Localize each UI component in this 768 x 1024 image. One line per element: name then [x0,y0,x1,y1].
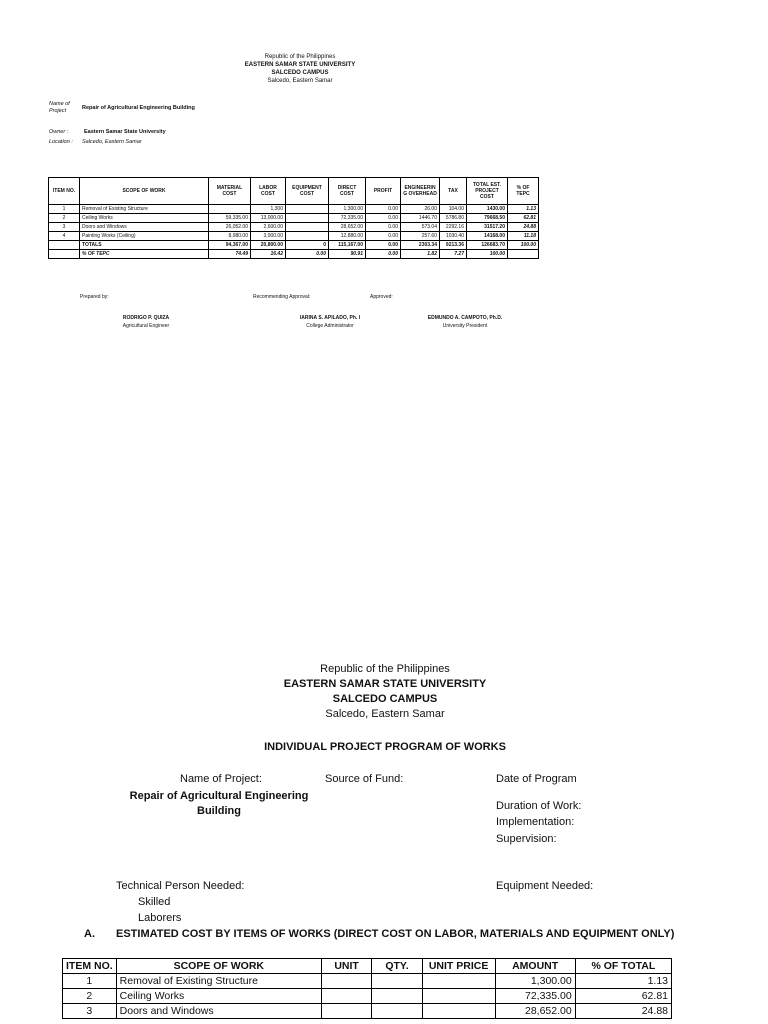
cell: 0.00 [366,214,401,223]
table-row [63,974,672,989]
col-eng-overhead: ENGINEERING OVERHEAD [401,178,440,205]
col-unit: UNIT [321,959,371,974]
totals-row [49,241,539,250]
cell: 5786.80 [440,214,467,223]
project-name-line2: Building [197,805,241,817]
cell: 2303.34 [401,241,440,250]
header-campus: SALCEDO CAMPUS [332,693,438,705]
cell: 3 [63,1004,117,1019]
col-qty: QTY. [372,959,422,974]
header-address: Salcedo, Eastern Samar [325,708,445,720]
header-university: EASTERN SAMAR STATE UNIVERSITY [283,678,487,690]
cell: 100.00 [508,241,539,250]
percent-row [49,250,539,259]
header-republic: Republic of the Philippines [264,54,336,60]
col-pct-total: % OF TOTAL [575,959,671,974]
location-label: Location : [49,139,73,145]
name-label-line1: Name of [49,101,70,107]
name-of-project-label: Name of Project: [180,773,262,785]
recommending-label: Recommending Approval: [253,294,311,300]
cell [321,989,371,1004]
signatory-preparer [96,314,196,330]
cell: 0.00 [366,205,401,214]
cell [286,223,329,232]
table-header-row [49,178,539,205]
cell: 72,335.00 [329,214,366,223]
cell [286,232,329,241]
cell: 1.13 [508,205,539,214]
cell: 115,167.00 [329,241,366,250]
cell: Ceiling Works [80,214,209,223]
signatory-name: RODRIGO P. QUIZA [122,315,170,321]
signatory-title: Agricultural Engineer [122,323,170,329]
col-amount: AMOUNT [495,959,575,974]
col-material: MATERIAL COST [209,178,251,205]
cell: 100.00 [467,250,508,259]
header-republic: Republic of the Philippines [320,663,450,675]
supervision-label: Supervision: [496,833,557,845]
cell: 20,800.00 [251,241,286,250]
cell: 0.00 [366,241,401,250]
cell: 90.91 [329,250,366,259]
cell: 1430.00 [467,205,508,214]
cell: 0.00 [286,250,329,259]
cell: 79668.50 [467,214,508,223]
cell: 7.27 [440,250,467,259]
cell: 126683.70 [467,241,508,250]
project-name: Repair of Agricultural Engineering Building [82,105,195,111]
cell [321,1004,371,1019]
col-scope: SCOPE OF WORK [80,178,209,205]
col-direct: DIRECT COST [329,178,366,205]
equipment-needed-label: Equipment Needed: [496,880,594,892]
col-profit: PROFIT [366,178,401,205]
table-header-row [63,959,672,974]
cell [422,974,495,989]
page1-header [200,53,400,85]
cell: 4 [49,232,80,241]
cell: 2,600.00 [251,223,286,232]
implementation-label: Implementation: [496,816,575,828]
table-row [49,223,539,232]
cell: 28,652.00 [495,1004,575,1019]
cell: 16.42 [251,250,286,259]
signatory-name: IARINA S. APILADO, Ph. I [299,315,361,321]
owner-label: Owner : [49,129,69,135]
col-item-no: ITEM NO. [63,959,117,974]
cell: 13,000.00 [251,214,286,223]
cell [286,214,329,223]
cell: 0.00 [366,223,401,232]
name-of-project-label [49,101,70,115]
cell: 62.81 [508,214,539,223]
prepared-by-label: Prepared by: [80,294,109,300]
cell: 257.60 [401,232,440,241]
col-unit-price: UNIT PRICE [422,959,495,974]
cell: Doors and Windows [80,223,209,232]
cell: 14168.00 [467,232,508,241]
document-title: INDIVIDUAL PROJECT PROGRAM OF WORKS [264,741,506,753]
cell: 11.18 [508,232,539,241]
cell: 28,652.00 [329,223,366,232]
col-labor: LABOR COST [251,178,286,205]
name-label-line2: Project [49,108,67,114]
project-name-line1: Repair of Agricultural Engineering [129,790,309,802]
cell: 3 [49,223,80,232]
col-total-est: TOTAL EST. PROJECT COST [467,178,508,205]
cell: 31517.20 [467,223,508,232]
cell: Removal of Existing Structure [80,205,209,214]
duration-label: Duration of Work: [496,800,582,812]
technical-person-label: Technical Person Needed: [116,880,245,892]
cell: 8,980.00 [209,232,251,241]
col-tax: TAX [440,178,467,205]
signatory-name: EDMUNDO A. CAMPOTO, Ph.D. [427,315,503,321]
cell: 72,335.00 [495,989,575,1004]
table-row [49,232,539,241]
col-item-no: ITEM NO. [49,178,80,205]
cell: 1,300.00 [329,205,366,214]
signatory-title: College Administrator [306,323,354,329]
cell: 0.00 [366,250,401,259]
header-university: EASTERN SAMAR STATE UNIVERSITY [244,62,356,68]
cell [508,250,539,259]
estimated-cost-table [62,958,672,1019]
cell: 1446.70 [401,214,440,223]
cost-summary-table [48,177,539,259]
totals-label: TOTALS [80,241,209,250]
cell: 1.13 [575,974,671,989]
col-pct-tepc: % OF TEPC [508,178,539,205]
table-row [63,1004,672,1019]
table-row [49,214,539,223]
cell: 1.82 [401,250,440,259]
cell: 1,300 [251,205,286,214]
cell: Painting Works (Ceiling) [80,232,209,241]
header-address: Salcedo, Eastern Samar [267,78,333,84]
source-of-fund-label: Source of Fund: [325,773,404,785]
cell: 26,052.00 [209,223,251,232]
cell: 9213.36 [440,241,467,250]
table-row [63,989,672,1004]
cell: 573.04 [401,223,440,232]
cell: 94,367.00 [209,241,251,250]
cell: 1 [63,974,117,989]
cell: 3,900.00 [251,232,286,241]
cell: 26.00 [401,205,440,214]
page2-header [240,662,530,722]
cell [321,974,371,989]
cell: 24.88 [508,223,539,232]
cell: 74.49 [209,250,251,259]
signatory-title: University President [442,323,488,329]
cell: 12,880.00 [329,232,366,241]
cell [209,205,251,214]
col-scope: SCOPE OF WORK [116,959,321,974]
cell: 1 [49,205,80,214]
cell: 62.81 [575,989,671,1004]
cell: 0.00 [366,232,401,241]
cell: 2292.16 [440,223,467,232]
cell [372,989,422,1004]
approved-label: Approved: [370,294,393,300]
cell [286,205,329,214]
cell [372,974,422,989]
cell [49,241,80,250]
cell: Removal of Existing Structure [116,974,321,989]
cell [49,250,80,259]
cell [422,1004,495,1019]
signatory-approver [405,314,525,330]
skilled-label: Skilled [138,896,171,908]
cell: 104.00 [440,205,467,214]
cell: 1030.40 [440,232,467,241]
header-campus: SALCEDO CAMPUS [271,70,329,76]
location-value: Salcedo, Eastern Samar [82,139,142,145]
project-name [128,789,310,819]
section-letter: A. [84,928,95,940]
signatory-recommender [278,314,382,330]
cell: Ceiling Works [116,989,321,1004]
cell: 24.88 [575,1004,671,1019]
cell: 0 [286,241,329,250]
owner-value: Eastern Samar State University [84,129,166,135]
cell [422,989,495,1004]
percent-label: % OF TEPC [80,250,209,259]
section-title: ESTIMATED COST BY ITEMS OF WORKS (DIRECT COST ON LABOR, MATERIALS AND EQUIPMENT ONLY) [116,928,675,940]
laborers-label: Laborers [138,912,182,924]
table-row [49,205,539,214]
cell: 2 [63,989,117,1004]
cell: Doors and Windows [116,1004,321,1019]
cell [372,1004,422,1019]
cell: 1,300.00 [495,974,575,989]
date-of-program-label: Date of Program [496,773,577,785]
cell: 2 [49,214,80,223]
cell: 59,335.00 [209,214,251,223]
col-equipment: EQUIPMENT COST [286,178,329,205]
